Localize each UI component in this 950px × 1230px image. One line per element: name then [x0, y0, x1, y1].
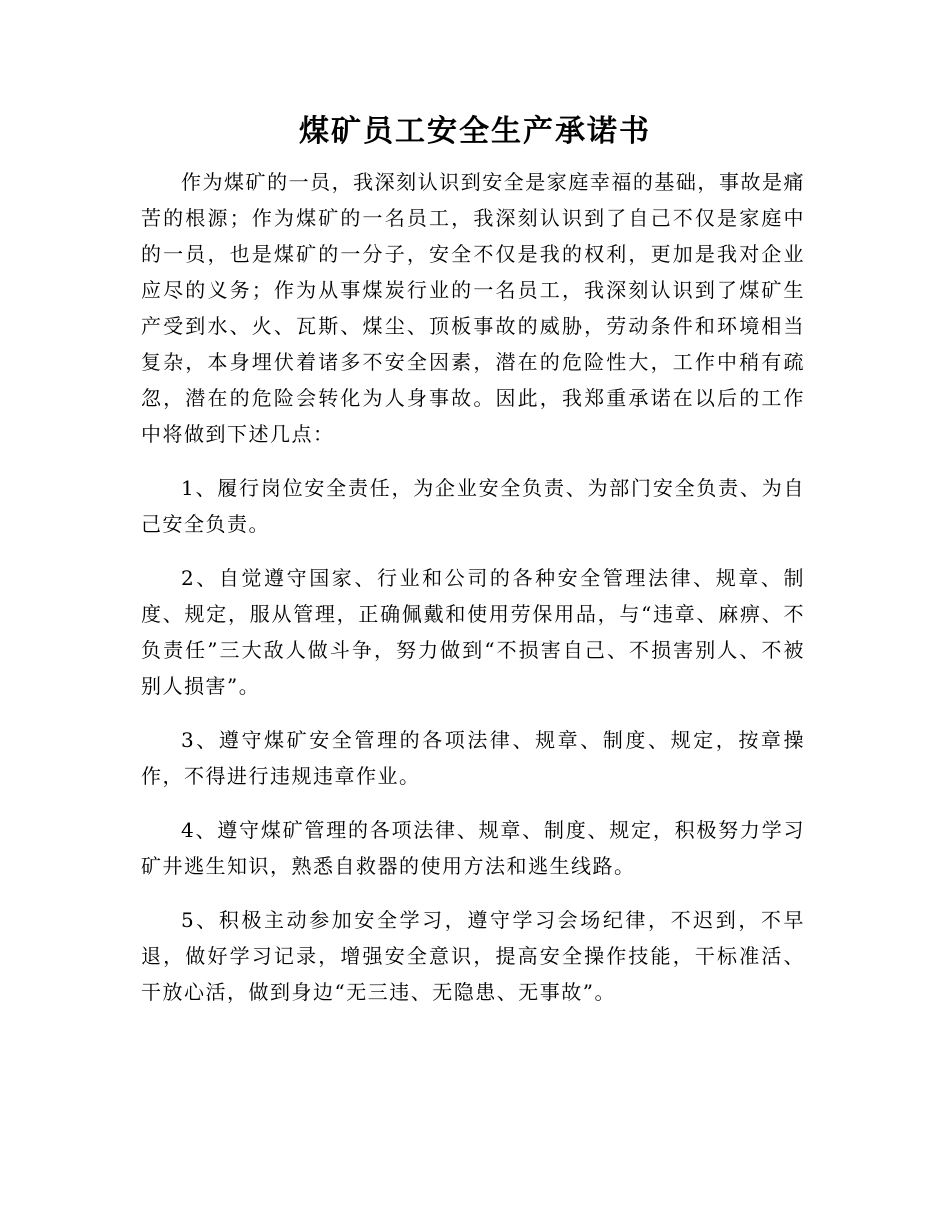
- commitment-item-2: 2、自觉遵守国家、行业和公司的各种安全管理法律、规章、制度、规定，服从管理，正确佩戴和使用劳保用品，与“违章、麻痹、不负责任”三大敌人做斗争，努力做到“不损害自己、不损害别人、不被别人损害”。: [141, 566, 805, 698]
- commitment-item-4: 4、遵守煤矿管理的各项法律、规章、制度、规定，积极努力学习矿井逃生知识，熟悉自救器的使用方法和逃生线路。: [141, 818, 805, 878]
- commitment-item-3: 3、遵守煤矿安全管理的各项法律、规章、制度、规定，按章操作，不得进行违规违章作业。: [141, 728, 805, 788]
- commitment-item-1: 1、履行岗位安全责任，为企业安全负责、为部门安全负责、为自己安全负责。: [141, 476, 805, 536]
- commitment-item-5: 5、积极主动参加安全学习，遵守学习会场纪律，不迟到，不早退，做好学习记录，增强安全意识，提高安全操作技能，干标准活、干放心活，做到身边“无三违、无隐患、无事故”。: [141, 908, 805, 1004]
- document-title: 煤矿员工安全生产承诺书: [299, 114, 651, 149]
- intro-paragraph: 作为煤矿的一员，我深刻认识到安全是家庭幸福的基础，事故是痛苦的根源；作为煤矿的一名员工，我深刻认识到了自己不仅是家庭中的一员，也是煤矿的一分子，安全不仅是我的权利，更加是我对企业应尽的义务；作为从事煤炭行业的一名员工，我深刻认识到了煤矿生产受到水、火、瓦斯、煤尘、顶板事故的威胁，劳动条件和环境相当复杂，本身埋伏着诸多不安全因素，潜在的危险性大，工作中稍有疏忽，潜在的危险会转化为人身事故。因此，我郑重承诺在以后的工作中将做到下述几点：: [141, 170, 805, 446]
- document-body: [141, 164, 805, 1010]
